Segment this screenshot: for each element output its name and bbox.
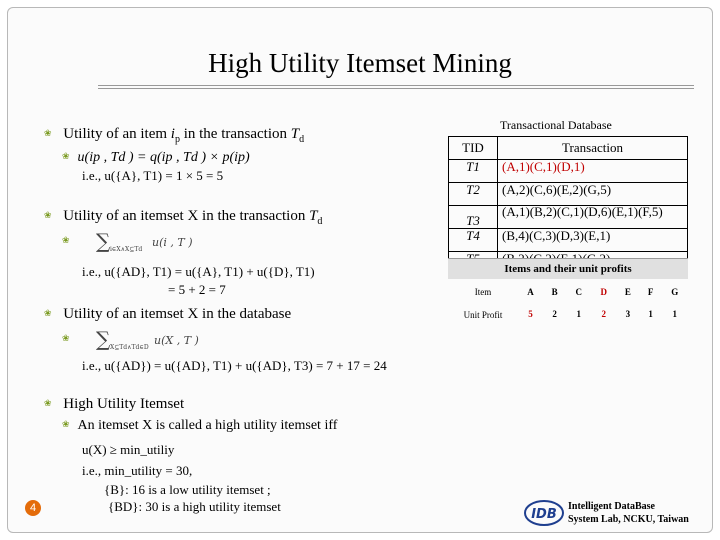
transaction-table (448, 136, 688, 275)
itemset-transaction-example: i.e., u({AD}, T1) = u({A}, T1) + u({D}, T1) (82, 264, 315, 279)
profit-table (448, 282, 688, 325)
bullet-icon: ❀ (44, 210, 52, 220)
bullet-icon: ❀ (44, 308, 52, 318)
item-utility-example: i.e., u({A}, T1) = 1 × 5 = 5 (82, 168, 224, 183)
item-label: Item (474, 287, 492, 297)
unit-profit-label: Unit Profit (463, 310, 503, 320)
item-cell: D (600, 287, 607, 297)
svg-text:∑: ∑ (95, 230, 110, 252)
bullet-icon: ❀ (44, 398, 52, 408)
table-row (449, 160, 688, 183)
min-utility-example: i.e., min_utility = 30, (82, 463, 193, 478)
tid-cell: T1 (449, 160, 498, 183)
transaction-cell: (B,4)(C,3)(D,3)(E,1) (498, 229, 688, 252)
bullet-icon: ❀ (62, 332, 70, 343)
profit-cell: 1 (672, 308, 678, 319)
high-utility-example: {BD}: 30 is a high utility itemset (108, 499, 281, 514)
itemset-transaction-formula (62, 230, 232, 252)
svg-text:u(X , T ): u(X , T ) (153, 334, 199, 347)
lab-name: Intelligent DataBase System Lab, NCKU, Taiwan (568, 501, 689, 525)
item-cell: E (624, 287, 631, 297)
high-utility-condition: u(X) ≥ min_utiliy (82, 442, 175, 457)
item-cell: F (647, 287, 654, 297)
sum-formula-icon (82, 328, 232, 350)
table-row (449, 229, 688, 252)
itemset-transaction-result: = 5 + 2 = 7 (168, 282, 226, 297)
bullet-icon: ❀ (62, 419, 70, 429)
idb-logo-icon (524, 500, 564, 526)
transaction-cell: (A,1)(B,2)(C,1)(D,6)(E,1)(F,5) (498, 206, 688, 229)
title-rule-2 (98, 88, 694, 89)
item-cell: C (575, 287, 583, 297)
profit-cell: 2 (552, 308, 557, 319)
table-row (449, 183, 688, 206)
item-cell: G (671, 287, 679, 297)
logo-text: IDB (531, 507, 557, 522)
bullet-itemset-transaction: ❀ Utility of an itemset X in the transaction $T_d$ (44, 208, 323, 227)
db-caption: Transactional Database (500, 118, 612, 132)
profit-caption: Items and their unit profits (448, 258, 688, 279)
slide-title: High Utility Itemset Mining (208, 48, 512, 78)
tid-cell: T3 (449, 206, 498, 229)
svg-text:i∈X∧X⊆Td: i∈X∧X⊆Td (109, 246, 142, 252)
table-header-row (449, 137, 688, 160)
profit-cell: 5 (528, 308, 533, 319)
title-rule (98, 85, 694, 86)
bullet-itemset-database: ❀ Utility of an itemset X in the database (44, 306, 292, 322)
page-number: 4 (25, 500, 41, 516)
profit-cell: 1 (648, 308, 653, 319)
profit-cell: 2 (601, 308, 606, 319)
transaction-cell: (A,2)(C,6)(E,2)(G,5) (498, 183, 688, 206)
bullet-icon: ❀ (44, 128, 52, 138)
profit-item-row (448, 282, 688, 302)
tid-header: TID (449, 137, 498, 160)
itemset-database-example: i.e., u({AD}) = u({AD}, T1) + u({AD}, T3) = 7 + 17 = 24 (82, 358, 387, 373)
profit-cell: 3 (625, 308, 631, 319)
low-utility-example: {B}: 16 is a low utility itemset ; (104, 482, 271, 497)
svg-text:u(i , T ): u(i , T ) (151, 236, 193, 249)
item-utility-formula: ❀ u(ip , Td ) = q(ip , Td ) × p(ip) (62, 150, 250, 165)
svg-text:X⊆Td∧Td∈D: X⊆Td∧Td∈D (109, 344, 149, 350)
profit-cell: 1 (576, 308, 582, 319)
bullet-high-utility: ❀ High Utility Itemset (44, 396, 185, 412)
itemset-database-formula (62, 328, 232, 350)
item-cell: A (527, 287, 534, 297)
high-utility-definition: ❀ An itemset X is called a high utility itemset iff (62, 418, 338, 433)
bullet-icon: ❀ (62, 151, 70, 161)
svg-text:∑: ∑ (95, 328, 110, 350)
table-row (449, 206, 688, 229)
tid-cell: T2 (449, 183, 498, 206)
profit-value-row (448, 302, 688, 325)
bullet-icon: ❀ (62, 234, 70, 245)
transaction-cell: (A,1)(C,1)(D,1) (498, 160, 688, 183)
tid-cell: T4 (449, 229, 498, 252)
bullet-item-utility: ❀ Utility of an item $i_p$ in the transaction $T_d$ (44, 126, 305, 145)
item-cell: B (551, 287, 558, 297)
sum-formula-icon (82, 230, 232, 252)
transaction-header: Transaction (498, 137, 688, 160)
